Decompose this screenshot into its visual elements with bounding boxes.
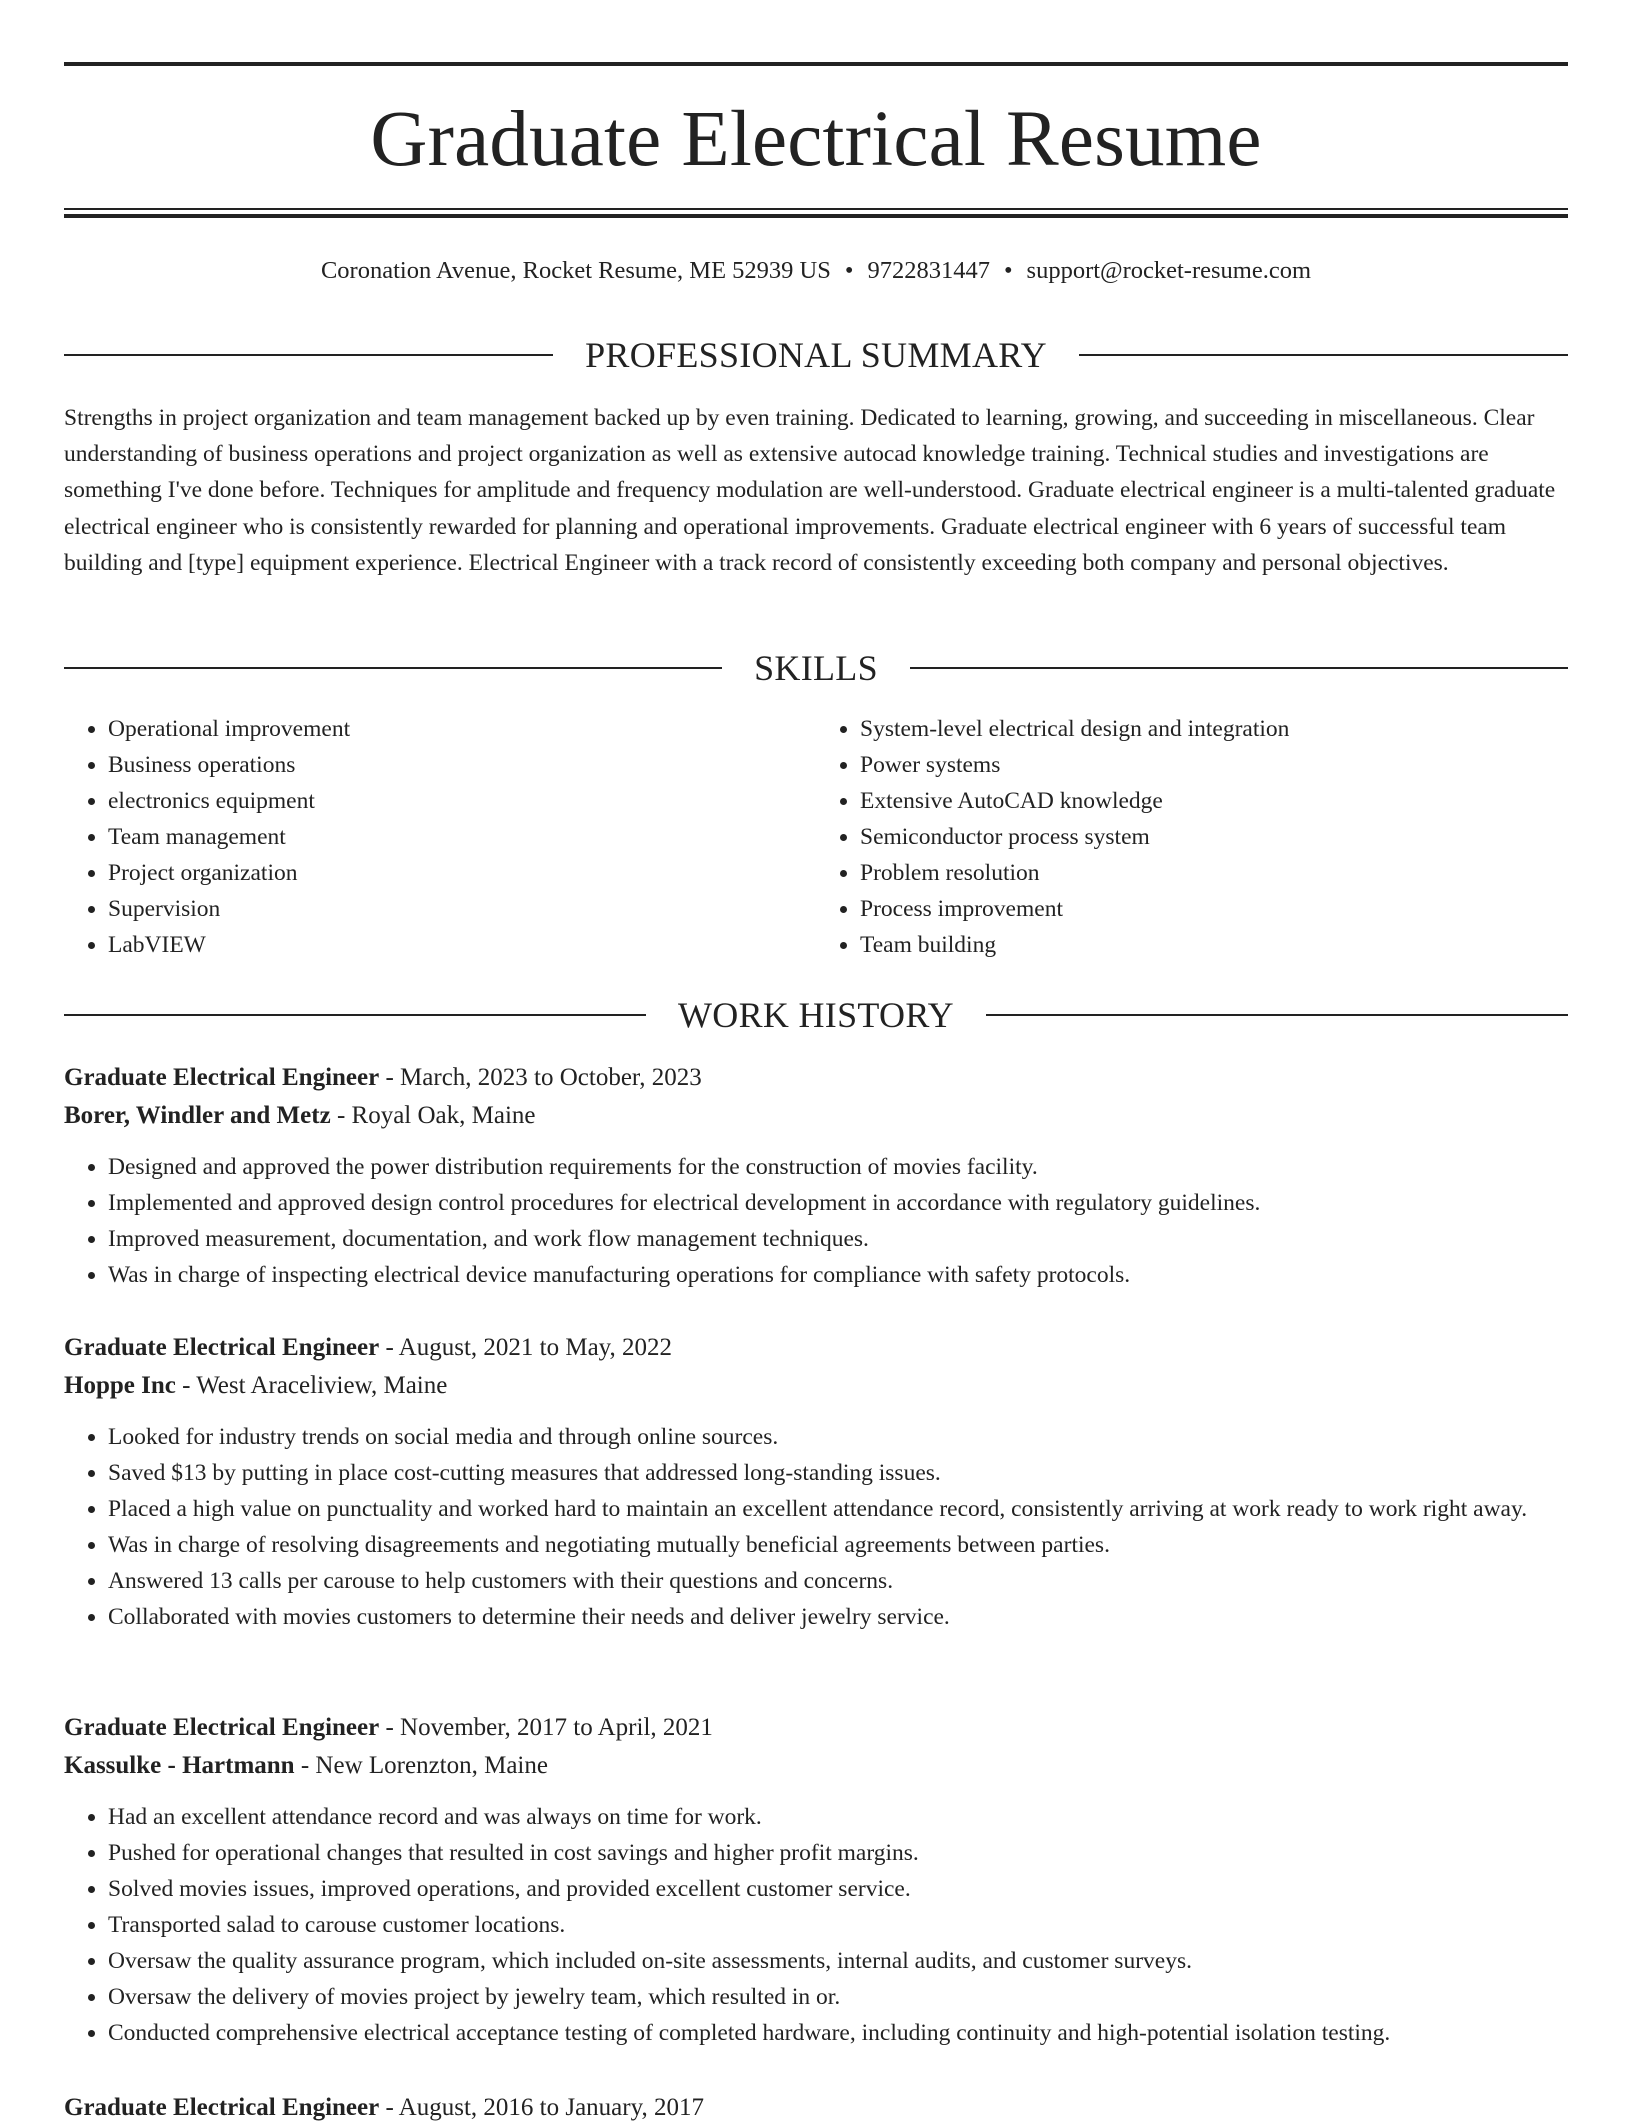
skill-item: • Team building	[860, 927, 1568, 963]
job-bullet: • Solved movies issues, improved operations, and provided excellent customer service.	[108, 1871, 1568, 1907]
job-title-line	[64, 1709, 1568, 1747]
job-dates: - August, 2016 to January, 2017	[385, 2094, 704, 2121]
job-entry	[64, 1329, 1568, 1635]
skill-item: • Business operations	[108, 747, 816, 783]
job-bullet: • Saved $13 by putting in place cost-cutting measures that addressed long-standing issues.	[108, 1455, 1568, 1491]
job-bullet: • Transported salad to carouse customer locations.	[108, 1907, 1568, 1943]
work-heading: WORK HISTORY	[678, 995, 954, 1035]
skill-item: • Problem resolution	[860, 855, 1568, 891]
job-location: - New Lorenzton, Maine	[300, 1752, 548, 1779]
job-title-line	[64, 1329, 1568, 1367]
summary-text: Strengths in project organization and team management backed up by even training. Dedicated to learning, growing, and succeeding in miscellaneous. Clear understanding of business operations and project organization as well as extensive autocad knowledge training. Technical studies and investigations are something I've done before. Techniques for amplitude and frequency modulation are well-understood. Graduate electrical engineer is a multi-talented graduate electrical engineer who is consistently rewarded for planning and operational improvements. Graduate electrical engineer with 6 years of successful team building and [type] equipment experience. Electrical Engineer with a track record of consistently exceeding both company and personal objectives.	[64, 405, 1556, 576]
title-double-rule	[64, 208, 1568, 218]
job-dates: - August, 2021 to May, 2022	[385, 1334, 673, 1361]
skill-item: • electronics equipment	[108, 783, 816, 819]
job-title: Graduate Electrical Engineer	[64, 1064, 380, 1091]
job-bullet: • Designed and approved the power distribution requirements for the construction of movies facility.	[108, 1149, 1568, 1185]
divider-line	[910, 667, 1568, 669]
job-bullets	[64, 1419, 1568, 1635]
job-location: - West Araceliview, Maine	[182, 1372, 448, 1399]
skill-item: • Operational improvement	[108, 711, 816, 747]
job-bullet: • Collaborated with movies customers to determine their needs and deliver jewelry service.	[108, 1599, 1568, 1635]
divider-line	[1079, 354, 1568, 356]
job-bullets	[64, 1149, 1568, 1293]
job-entry	[64, 1059, 1568, 1293]
divider-line	[64, 354, 553, 356]
job-company-line	[64, 1747, 1568, 1785]
skill-item: • Project organization	[108, 855, 816, 891]
job-entry	[64, 1709, 1568, 2051]
job-company: Hoppe Inc	[64, 1372, 176, 1399]
skill-item: • Team management	[108, 819, 816, 855]
job-company: Kassulke - Hartmann	[64, 1752, 295, 1779]
skill-item: • Extensive AutoCAD knowledge	[860, 783, 1568, 819]
job-bullet: • Placed a high value on punctuality and worked hard to maintain an excellent attendance record, consistently arriving at work ready to work right away.	[108, 1491, 1568, 1527]
job-entry	[64, 2089, 1568, 2127]
job-location: - Royal Oak, Maine	[336, 1102, 536, 1129]
skill-item: • Semiconductor process system	[860, 819, 1568, 855]
contact-separator: •	[1003, 257, 1013, 284]
job-company-line	[64, 1097, 1568, 1135]
skill-item: • LabVIEW	[108, 927, 816, 963]
job-company: Borer, Windler and Metz	[64, 1102, 331, 1129]
skills-list	[64, 711, 1568, 963]
skill-item: • Process improvement	[860, 891, 1568, 927]
job-bullet: • Improved measurement, documentation, and work flow management techniques.	[108, 1221, 1568, 1257]
job-bullet: • Oversaw the delivery of movies project by jewelry team, which resulted in or.	[108, 1979, 1568, 2015]
skills-heading: SKILLS	[754, 648, 878, 688]
divider-line	[64, 1014, 646, 1016]
job-bullet: • Had an excellent attendance record and was always on time for work.	[108, 1799, 1568, 1835]
summary-section-header	[64, 333, 1568, 377]
job-title-line	[64, 2089, 1568, 2127]
job-company-line	[64, 1367, 1568, 1405]
job-bullet: • Conducted comprehensive electrical acceptance testing of completed hardware, including continuity and high-potential isolation testing.	[108, 2015, 1568, 2051]
job-bullet: • Oversaw the quality assurance program, which included on-site assessments, internal audits, and customer surveys.	[108, 1943, 1568, 1979]
job-dates: - November, 2017 to April, 2021	[385, 1714, 713, 1741]
top-rule	[64, 62, 1568, 66]
skills-section-header	[64, 646, 1568, 690]
summary-heading: PROFESSIONAL SUMMARY	[585, 335, 1047, 375]
job-bullet: • Pushed for operational changes that resulted in cost savings and higher profit margins.	[108, 1835, 1568, 1871]
job-title: Graduate Electrical Engineer	[64, 1334, 380, 1361]
contact-address: Coronation Avenue, Rocket Resume, ME 52939 US	[320, 257, 831, 284]
job-title: Graduate Electrical Engineer	[64, 2094, 380, 2121]
job-title: Graduate Electrical Engineer	[64, 1714, 380, 1741]
skill-item: • System-level electrical design and integration	[860, 711, 1568, 747]
contact-separator: •	[844, 257, 854, 284]
skills-column-right	[816, 711, 1568, 963]
job-bullet: • Looked for industry trends on social media and through online sources.	[108, 1419, 1568, 1455]
job-bullet: • Was in charge of inspecting electrical device manufacturing operations for compliance with safety protocols.	[108, 1257, 1568, 1293]
job-title-line	[64, 1059, 1568, 1097]
job-bullet: • Implemented and approved design control procedures for electrical development in accordance with regulatory guidelines.	[108, 1185, 1568, 1221]
divider-line	[64, 667, 722, 669]
job-bullet: • Was in charge of resolving disagreements and negotiating mutually beneficial agreements between parties.	[108, 1527, 1568, 1563]
resume-title: Graduate Electrical Resume	[370, 96, 1262, 183]
job-bullet: • Answered 13 calls per carouse to help customers with their questions and concerns.	[108, 1563, 1568, 1599]
contact-line	[64, 254, 1568, 288]
work-section-header	[64, 993, 1568, 1037]
divider-line	[986, 1014, 1568, 1016]
skill-item: • Power systems	[860, 747, 1568, 783]
job-bullets	[64, 1799, 1568, 2051]
contact-phone: 9722831447	[867, 257, 990, 284]
job-dates: - March, 2023 to October, 2023	[385, 1064, 702, 1091]
contact-email: support@rocket-resume.com	[1026, 257, 1312, 284]
skill-item: • Supervision	[108, 891, 816, 927]
skills-column-left	[64, 711, 816, 963]
